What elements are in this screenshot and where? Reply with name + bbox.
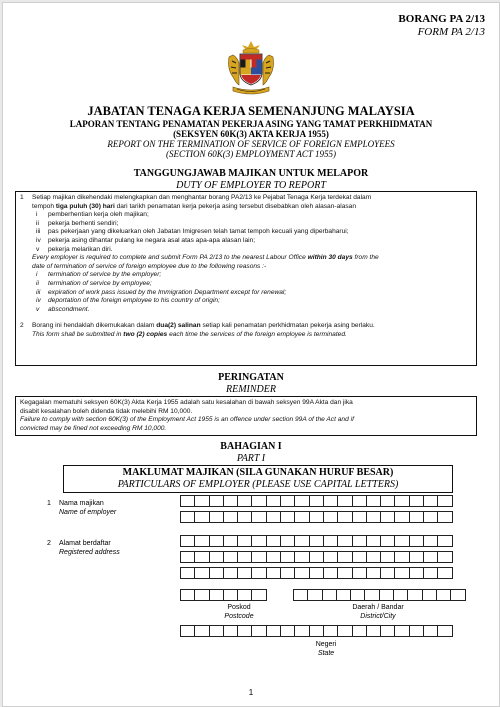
char-box[interactable] <box>410 495 424 507</box>
report-title-en: REPORT ON THE TERMINATION OF SERVICE OF FOREIGN EMPLOYEES <box>107 139 395 149</box>
duty-text-en: Every employer is required to complete and submit Form PA 2/13 to the nearest Labour Office <box>32 254 308 262</box>
address-label: Alamat berdaftar <box>59 540 111 547</box>
reason-item <box>32 297 472 306</box>
part1-heading-en: PART I <box>236 453 266 464</box>
reason-text: pekerja melarikan diri. <box>48 245 113 253</box>
char-box[interactable] <box>410 511 424 523</box>
item-number: 1 <box>47 500 51 507</box>
char-box[interactable] <box>281 495 295 507</box>
char-box[interactable] <box>394 589 408 601</box>
state-label-en: State <box>317 650 335 657</box>
duty-text: Setiap majikan dikehendaki melengkapkan dan menghantar borang PA2/13 ke Pejabat Tenaga Kerja terdekat dalam <box>32 194 372 201</box>
reason-item <box>32 246 472 255</box>
char-box[interactable] <box>424 511 438 523</box>
char-box[interactable] <box>353 551 367 563</box>
char-box[interactable] <box>267 567 281 579</box>
reason-text: deportation of the foreign employee to his country of origin; <box>48 297 220 305</box>
char-box[interactable] <box>181 625 195 637</box>
char-box[interactable] <box>395 495 409 507</box>
reason-numeral: i <box>36 271 38 279</box>
district-boxes[interactable] <box>293 589 466 601</box>
duty-text-bold: tiga puluh (30) hari <box>55 202 115 210</box>
duty-text: Borang ini hendaklah dikemukakan dalam <box>32 322 157 330</box>
char-box[interactable] <box>210 535 224 547</box>
char-box[interactable] <box>381 511 395 523</box>
char-box[interactable] <box>353 535 367 547</box>
reason-item <box>32 289 472 298</box>
char-box[interactable] <box>195 511 209 523</box>
char-box[interactable] <box>338 495 352 507</box>
char-box[interactable] <box>381 625 395 637</box>
char-box[interactable] <box>238 551 252 563</box>
char-box[interactable] <box>295 535 309 547</box>
char-box[interactable] <box>338 535 352 547</box>
char-box[interactable] <box>181 567 195 579</box>
reason-item <box>32 220 472 229</box>
char-box[interactable] <box>252 495 266 507</box>
char-box[interactable] <box>224 511 238 523</box>
char-box[interactable] <box>395 551 409 563</box>
char-box[interactable] <box>324 567 338 579</box>
char-box[interactable] <box>295 495 309 507</box>
district-label-en: District/City <box>360 613 396 620</box>
char-box[interactable] <box>267 625 281 637</box>
char-box[interactable] <box>353 511 367 523</box>
char-box[interactable] <box>210 551 224 563</box>
employer-name-label-en: Name of employer <box>59 509 117 516</box>
char-box[interactable] <box>238 589 252 601</box>
district-caption <box>333 603 423 621</box>
district-label: Daerah / Bandar <box>352 604 404 611</box>
char-box[interactable] <box>308 589 322 601</box>
char-box[interactable] <box>381 567 395 579</box>
char-box[interactable] <box>367 567 381 579</box>
form-code: BORANG PA 2/13 <box>398 13 485 25</box>
char-box[interactable] <box>238 511 252 523</box>
reason-numeral: ii <box>36 219 39 227</box>
employer-name-row-2[interactable] <box>180 511 453 523</box>
duty-heading: TANGGUNGJAWAB MAJIKAN UNTUK MELAPOR <box>133 168 369 179</box>
char-box[interactable] <box>395 511 409 523</box>
reminder-text: Kegagalan mematuhi seksyen 60K(3) Akta Kerja 1955 adalah satu kesalahan di bawah seksyen 99A Akta dan jika <box>20 399 353 406</box>
char-box[interactable] <box>395 535 409 547</box>
reason-numeral: v <box>36 305 40 313</box>
address-row-3[interactable] <box>180 567 453 579</box>
reason-text: pekerja asing dihantar pulang ke negara asal atas apa-apa alasan lain; <box>48 236 256 244</box>
employer-particulars-title: MAKLUMAT MAJIKAN (SILA GUNAKAN HURUF BESAR) <box>122 467 394 478</box>
duty-text: tempoh <box>32 202 56 210</box>
char-box[interactable] <box>252 625 266 637</box>
q1-label <box>47 499 116 517</box>
employer-name-row-1[interactable] <box>180 495 453 507</box>
char-box[interactable] <box>181 511 195 523</box>
report-title-my: LAPORAN TENTANG PENAMATAN PEKERJA ASING YANG TAMAT PERKHIDMATAN <box>69 119 433 129</box>
char-box[interactable] <box>224 589 238 601</box>
part1-heading: BAHAGIAN I <box>220 441 282 452</box>
char-box[interactable] <box>438 535 452 547</box>
item-number: 2 <box>47 540 51 547</box>
char-box[interactable] <box>323 589 337 601</box>
char-box[interactable] <box>267 511 281 523</box>
char-box[interactable] <box>210 589 224 601</box>
char-box[interactable] <box>408 589 422 601</box>
char-box[interactable] <box>424 625 438 637</box>
duty-box <box>15 191 477 366</box>
reminder-text-en: convicted may be fined not exceeding RM 10,000. <box>20 424 167 432</box>
reason-text: termination of service by the employer; <box>48 271 162 279</box>
char-box[interactable] <box>337 589 351 601</box>
char-box[interactable] <box>381 495 395 507</box>
char-box[interactable] <box>281 511 295 523</box>
char-box[interactable] <box>210 511 224 523</box>
char-box[interactable] <box>438 625 452 637</box>
char-box[interactable] <box>210 495 224 507</box>
char-box[interactable] <box>381 535 395 547</box>
char-box[interactable] <box>381 551 395 563</box>
char-box[interactable] <box>338 567 352 579</box>
char-box[interactable] <box>267 495 281 507</box>
char-box[interactable] <box>267 535 281 547</box>
section-en: (SECTION 60K(3) EMPLOYMENT ACT 1955) <box>165 149 337 159</box>
reasons-list-my <box>20 211 472 254</box>
reason-item <box>32 280 472 289</box>
char-box[interactable] <box>353 495 367 507</box>
char-box[interactable] <box>195 589 209 601</box>
char-box[interactable] <box>367 625 381 637</box>
char-box[interactable] <box>224 535 238 547</box>
page-number: 1 <box>248 688 254 697</box>
char-box[interactable] <box>437 589 451 601</box>
address-row-2[interactable] <box>180 551 453 563</box>
address-row-1[interactable] <box>180 535 453 547</box>
char-box[interactable] <box>424 535 438 547</box>
employer-particulars-box <box>63 465 453 493</box>
char-box[interactable] <box>295 625 309 637</box>
char-box[interactable] <box>238 625 252 637</box>
char-box[interactable] <box>281 551 295 563</box>
char-box[interactable] <box>210 567 224 579</box>
duty-heading-en: DUTY OF EMPLOYER TO REPORT <box>176 180 326 191</box>
char-box[interactable] <box>238 567 252 579</box>
reason-item <box>32 306 472 315</box>
reason-text: pas pekerjaan yang dikeluarkan oleh Jabatan Imigresen telah tamat tempoh kecuali yang diperbaharui; <box>48 228 349 236</box>
char-box[interactable] <box>224 495 238 507</box>
reason-text: pekerja berhenti sendiri; <box>48 219 119 227</box>
duty-text-bold: dua(2) salinan <box>156 322 201 330</box>
char-box[interactable] <box>367 551 381 563</box>
char-box[interactable] <box>353 625 367 637</box>
reason-numeral: iv <box>36 236 41 244</box>
duty-text-en: from the <box>352 254 379 262</box>
section-my: (SEKSYEN 60K(3) AKTA KERJA 1955) <box>173 129 329 139</box>
reason-item <box>32 237 472 246</box>
char-box[interactable] <box>353 567 367 579</box>
state-label: Negeri <box>315 641 337 648</box>
department-title: JABATAN TENAGA KERJA SEMENANJUNG MALAYSIA <box>87 104 415 118</box>
char-box[interactable] <box>252 511 266 523</box>
char-box[interactable] <box>224 625 238 637</box>
reason-numeral: iv <box>36 297 41 305</box>
duty-text: dari tarikh penamatan kerja pekerja asing tersebut disebabkan oleh alasan-alasan <box>114 202 357 210</box>
char-box[interactable] <box>252 567 266 579</box>
reminder-heading-en: REMINDER <box>226 384 276 395</box>
reason-text: termination of service by employee; <box>48 279 152 287</box>
reason-item <box>32 228 472 237</box>
coat-of-arms-logo <box>223 39 279 97</box>
duty-text-en: date of termination of service of foreign employee due to the following reasons :- <box>32 262 267 270</box>
postcode-label-en: Postcode <box>224 613 254 620</box>
char-box[interactable] <box>295 511 309 523</box>
char-box[interactable] <box>367 511 381 523</box>
char-box[interactable] <box>281 625 295 637</box>
state-caption <box>296 640 356 658</box>
char-box[interactable] <box>451 589 465 601</box>
char-box[interactable] <box>295 567 309 579</box>
postcode-boxes[interactable] <box>180 589 267 601</box>
char-box[interactable] <box>380 589 394 601</box>
char-box[interactable] <box>424 495 438 507</box>
char-box[interactable] <box>410 567 424 579</box>
char-box[interactable] <box>338 511 352 523</box>
reason-numeral: ii <box>36 279 39 287</box>
char-box[interactable] <box>395 567 409 579</box>
reason-text: expiration of work pass issued by the Immigration Department except for renewal; <box>48 288 287 296</box>
char-box[interactable] <box>238 535 252 547</box>
form-code-en: FORM PA 2/13 <box>417 26 485 38</box>
char-box[interactable] <box>310 567 324 579</box>
char-box[interactable] <box>252 589 266 601</box>
char-box[interactable] <box>338 551 352 563</box>
char-box[interactable] <box>252 535 266 547</box>
form-number <box>398 13 485 39</box>
char-box[interactable] <box>424 551 438 563</box>
duty-text-en-bold: within 30 days <box>307 254 353 262</box>
reason-text: abscondment. <box>48 305 90 313</box>
char-box[interactable] <box>324 551 338 563</box>
char-box[interactable] <box>310 511 324 523</box>
char-box[interactable] <box>351 589 365 601</box>
item-number: 1 <box>20 194 24 201</box>
char-box[interactable] <box>195 551 209 563</box>
char-box[interactable] <box>224 567 238 579</box>
char-box[interactable] <box>324 535 338 547</box>
char-box[interactable] <box>310 625 324 637</box>
char-box[interactable] <box>281 567 295 579</box>
reason-text: pemberhentian kerja oleh majikan; <box>48 211 149 219</box>
postcode-caption <box>209 603 269 621</box>
char-box[interactable] <box>438 567 452 579</box>
char-box[interactable] <box>181 551 195 563</box>
char-box[interactable] <box>224 551 238 563</box>
reminder-box <box>15 396 477 436</box>
duty-text: setiap kali penamatan perkhidmatan pekerja asing berlaku. <box>200 322 375 330</box>
char-box[interactable] <box>438 551 452 563</box>
char-box[interactable] <box>438 511 452 523</box>
reasons-list-en <box>20 271 472 314</box>
form-page <box>2 2 500 707</box>
state-boxes[interactable] <box>180 625 453 637</box>
duty-text-en: each time the services of the foreign employee is terminated. <box>167 330 347 338</box>
char-box[interactable] <box>294 589 308 601</box>
reason-numeral: v <box>36 245 40 253</box>
char-box[interactable] <box>310 495 324 507</box>
char-box[interactable] <box>281 535 295 547</box>
char-box[interactable] <box>365 589 379 601</box>
reason-item <box>32 211 472 220</box>
char-box[interactable] <box>310 551 324 563</box>
postcode-label: Poskod <box>227 604 251 611</box>
char-box[interactable] <box>181 495 195 507</box>
char-box[interactable] <box>438 495 452 507</box>
item-number: 2 <box>20 322 24 330</box>
employer-particulars-title-en: PARTICULARS OF EMPLOYER (PLEASE USE CAPITAL LETTERS) <box>117 479 399 490</box>
char-box[interactable] <box>267 551 281 563</box>
reminder-text: disabit kesalahan boleh didenda tidak melebihi RM 10,000. <box>20 407 193 415</box>
duty-text-en-bold: two (2) copies <box>123 330 168 338</box>
char-box[interactable] <box>410 551 424 563</box>
char-box[interactable] <box>424 567 438 579</box>
reason-numeral: iii <box>36 288 41 296</box>
char-box[interactable] <box>338 625 352 637</box>
char-box[interactable] <box>181 589 195 601</box>
char-box[interactable] <box>195 625 209 637</box>
reminder-text-en: Failure to comply with section 60K(3) of the Employment Act 1955 is an offence under section 99A of the Act and if <box>20 416 354 424</box>
char-box[interactable] <box>195 535 209 547</box>
char-box[interactable] <box>367 535 381 547</box>
char-box[interactable] <box>252 551 266 563</box>
char-box[interactable] <box>324 625 338 637</box>
reason-numeral: i <box>36 211 38 219</box>
char-box[interactable] <box>367 495 381 507</box>
reason-numeral: iii <box>36 228 41 236</box>
char-box[interactable] <box>410 535 424 547</box>
char-box[interactable] <box>310 535 324 547</box>
char-box[interactable] <box>423 589 437 601</box>
char-box[interactable] <box>195 495 209 507</box>
reminder-heading: PERINGATAN <box>218 372 284 383</box>
char-box[interactable] <box>395 625 409 637</box>
employer-name-label: Nama majikan <box>59 500 104 507</box>
duty-text-en: This form shall be submitted in <box>32 330 124 338</box>
char-box[interactable] <box>238 495 252 507</box>
char-box[interactable] <box>210 625 224 637</box>
reason-item <box>32 271 472 280</box>
char-box[interactable] <box>324 511 338 523</box>
char-box[interactable] <box>295 551 309 563</box>
char-box[interactable] <box>410 625 424 637</box>
char-box[interactable] <box>195 567 209 579</box>
char-box[interactable] <box>181 535 195 547</box>
char-box[interactable] <box>324 495 338 507</box>
address-label-en: Registered address <box>59 549 120 556</box>
q2-label <box>47 539 120 557</box>
